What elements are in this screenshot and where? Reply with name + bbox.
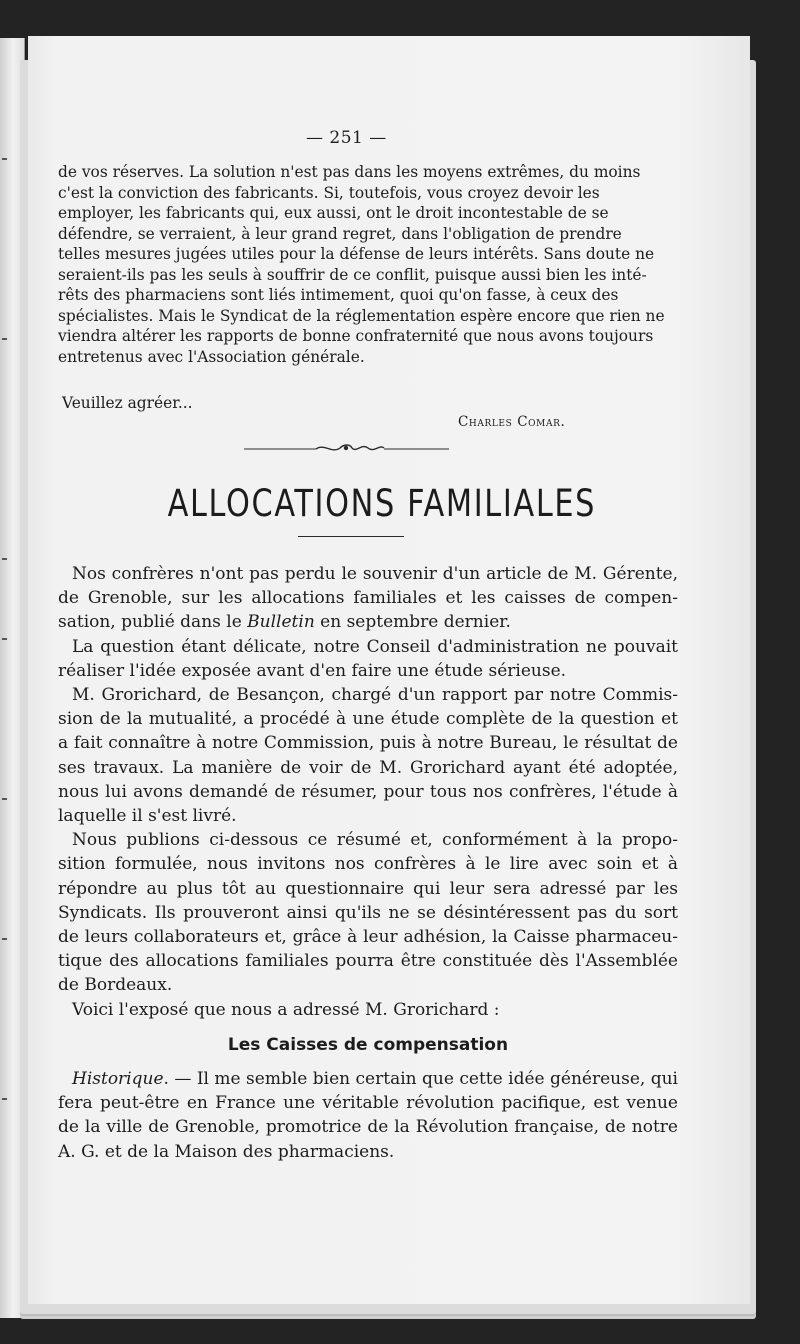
- letter-line: défendre, se verraient, à leur grand regret, dans l'obligation de prendre: [58, 224, 622, 243]
- letter-closing: Veuillez agréer...: [62, 394, 193, 412]
- letter-line: viendra altérer les rapports de bonne confraternité que nous avons toujours: [58, 327, 654, 345]
- letter-line: c'est la conviction des fabricants. Si, toutefois, vous croyez devoir les: [58, 183, 600, 202]
- paragraph-text: Nos confrères n'ont pas perdu le souvenir d'un article de M. Gérente, de Grenoble, sur les allocations familiales et les caisses de compen-sation, publié dans le: [58, 564, 678, 633]
- paragraph: Voici l'exposé que nous a adressé M. Grorichard :: [72, 999, 500, 1020]
- letter-line: spécialistes. Mais le Syndicat de la réglementation espère encore que rien ne: [58, 306, 665, 325]
- paragraph-text: en septembre dernier.: [320, 612, 511, 633]
- paragraph: [58, 1067, 678, 1164]
- edge-mark: [2, 1098, 7, 1100]
- paragraph: Nous publions ci-dessous ce résumé et, conformément à la propo-sition formulée, nous invitons nos confrères à le lire avec soin et à répondre au plus tôt au questionnaire qui leur sera adressé par les Syndicats. Ils prouveront ainsi qu'ils ne se désintéressent pas du sort de leurs collaborateurs et, grâce à leur adhésion, la Caisse pharmaceu-tique des allocations familiales pourra être constituée dès l'Assemblée de Bordeaux.: [58, 830, 678, 996]
- decorative-ornament-icon: [244, 440, 449, 456]
- letter-line: rêts des pharmaciens sont liés intimement, quoi qu'on fasse, à ceux des: [58, 286, 619, 304]
- page-number: — 251 —: [306, 128, 387, 148]
- letter-signature: Charles Comar.: [458, 414, 566, 430]
- paragraph: [58, 562, 678, 635]
- edge-mark: [2, 938, 7, 940]
- edge-mark: [2, 338, 7, 340]
- book-page: [28, 36, 750, 1304]
- subsection-title: Les Caisses de compensation: [227, 1035, 509, 1055]
- paragraph-text: — Il me semble bien certain que cette idée généreuse, qui fera peut-être en France une véritable révolution pacifique, est venue de la ville de Grenoble, promotrice de la Révolution française, de notre A. G. et de la Maison des pharmaciens.: [58, 1069, 678, 1162]
- subsection-body: [58, 1067, 678, 1164]
- edge-mark: [2, 158, 7, 160]
- letter-text: [58, 162, 674, 367]
- section-title: ALLOCATIONS FAMILIALES: [167, 482, 597, 525]
- edge-mark: [2, 798, 7, 800]
- letter-line: seraient-ils pas les seuls à souffrir de ce conflit, puisque aussi bien les inté-: [58, 265, 647, 284]
- edge-mark: [2, 558, 7, 560]
- edge-mark: [2, 638, 7, 640]
- letter-line: employer, les fabricants qui, eux aussi, ont le droit incontestable de se: [58, 204, 609, 222]
- section-body: [58, 562, 678, 1022]
- title-underline: [298, 536, 404, 537]
- paragraph: La question étant délicate, notre Conseil d'administration ne pouvait réaliser l'idée exposée avant d'en faire une étude sérieuse.: [58, 636, 678, 681]
- letter-line: de vos réserves. La solution n'est pas dans les moyens extrêmes, du moins: [58, 163, 641, 181]
- letter-line: telles mesures jugées utiles pour la défense de leurs intérêts. Sans doute ne: [58, 245, 655, 263]
- letter-line: entretenus avec l'Association générale.: [58, 347, 365, 366]
- historique-italic: Historique.: [72, 1069, 169, 1089]
- paragraph: M. Grorichard, de Besançon, chargé d'un rapport par notre Commis-sion de la mutualité, a procédé à une étude complète de la question et a fait connaître à notre Commission, puis à notre Bureau, le résultat de ses travaux. La manière de voir de M. Grorichard ayant été adoptée, nous lui avons demandé de résumer, pour tous nos confrères, l'étude à laquelle il s'est livré.: [58, 685, 678, 827]
- bulletin-italic: Bulletin: [247, 612, 315, 633]
